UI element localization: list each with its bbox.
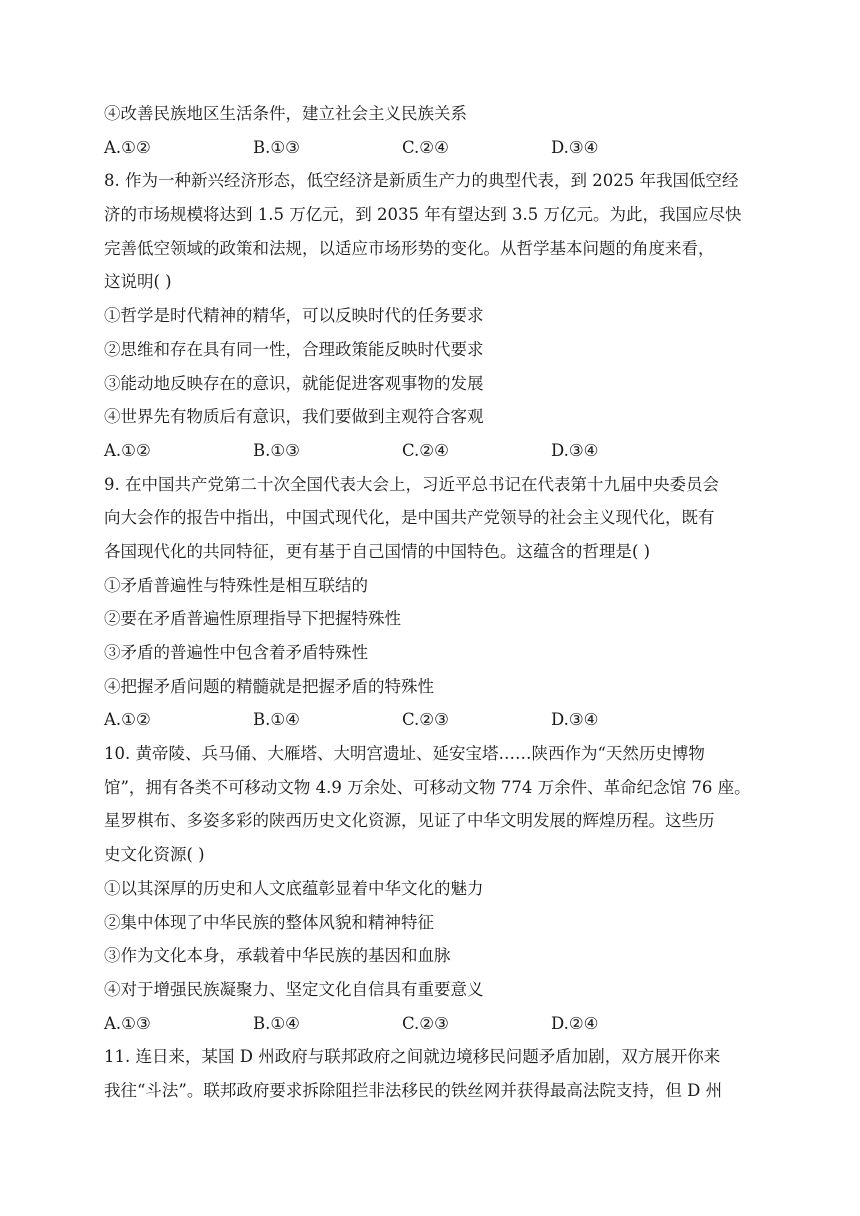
q8-statement-3: ③能动地反映存在的意识，就能促进客观事物的发展 [104,373,484,393]
q10-statement-4: ④对于增强民族凝聚力、坚定文化自信具有重要意义 [104,979,484,999]
q10-stem-line-1: 10. 黄帝陵、兵马俑、大雁塔、大明宫遗址、延安宝塔……陕西作为“天然历史博物 [104,744,705,764]
q9-option-c: C.②③ [402,710,449,730]
q8-statement-4: ④世界先有物质后有意识，我们要做到主观符合客观 [104,407,484,427]
q8-stem-line-3: 完善低空领域的政策和法规，以适应市场形势的变化。从哲学基本问题的角度来看， [104,238,715,258]
q8-stem-line-4: 这说明( ) [104,272,172,292]
q9-statement-4: ④把握矛盾问题的精髓就是把握矛盾的特殊性 [104,676,434,696]
q8-options [104,434,770,468]
q9-options [104,703,770,737]
q10-stem-line-3: 星罗棋布、多姿多彩的陕西历史文化资源，见证了中华文明发展的辉煌历程。这些历 [104,811,715,831]
q8-stem-line-1: 8. 作为一种新兴经济形态，低空经济是新质生产力的典型代表，到 2025 年我国低空经 [104,171,739,191]
q9-option-a: A.①② [104,710,151,730]
q9-stem-line-3: 各国现代化的共同特征，更有基于自己国情的中国特色。这蕴含的哲理是( ) [104,541,651,561]
q10-stem-line-4: 史文化资源( ) [104,845,205,865]
q8-option-c: C.②④ [402,440,449,460]
q10-statement-1: ①以其深厚的历史和人文底蕴彰显着中华文化的魅力 [104,878,484,898]
q7-option-c: C.②④ [402,137,449,157]
q8-option-b: B.①③ [253,440,300,460]
q9-option-d: D.③④ [551,710,599,730]
exam-page [104,97,770,1108]
q7-option-d: D.③④ [551,137,599,157]
q10-option-a: A.①③ [104,1013,151,1033]
q9-statement-1: ①矛盾普遍性与特殊性是相互联结的 [104,575,368,595]
q7-statement-4: ④改善民族地区生活条件，建立社会主义民族关系 [104,104,467,123]
q7-option-a: A.①② [104,137,151,157]
q10-statement-3: ③作为文化本身，承载着中华民族的基因和血脉 [104,946,451,966]
q10-statement-2: ②集中体现了中华民族的整体风貌和精神特征 [104,912,434,932]
q9-stem-line-1: 9. 在中国共产党第二十次全国代表大会上，习近平总书记在代表第十九届中央委员会 [104,474,719,494]
q7-options [104,131,770,165]
q9-option-b: B.①④ [253,710,300,730]
q8-statement-2: ②思维和存在具有同一性，合理政策能反映时代要求 [104,339,484,359]
q7-option-b: B.①③ [253,137,300,157]
q11-stem-line-1: 11. 连日来，某国 D 州政府与联邦政府之间就边境移民问题矛盾加剧，双方展开你来 [104,1047,721,1067]
q10-stem-line-2: 馆”，拥有各类不可移动文物 4.9 万余处、可移动文物 774 万余件、革命纪念馆 76 座。 [104,777,751,797]
q10-option-d: D.②④ [551,1013,599,1033]
q11-stem-line-2: 我往“斗法”。联邦政府要求拆除阻拦非法移民的铁丝网并获得最高法院支持，但 D 州 [104,1080,723,1100]
q10-options [104,1007,770,1041]
q8-statement-1: ①哲学是时代精神的精华，可以反映时代的任务要求 [104,306,484,326]
q9-statement-2: ②要在矛盾普遍性原理指导下把握特殊性 [104,609,401,629]
q8-option-d: D.③④ [551,440,599,460]
q9-stem-line-2: 向大会作的报告中指出，中国式现代化，是中国共产党领导的社会主义现代化，既有 [104,508,715,528]
q10-option-c: C.②③ [402,1013,449,1033]
q10-option-b: B.①④ [253,1013,300,1033]
q8-stem-line-2: 济的市场规模将达到 1.5 万亿元，到 2035 年有望达到 3.5 万亿元。为此，我国应尽快 [104,205,742,225]
q8-option-a: A.①② [104,440,151,460]
q9-statement-3: ③矛盾的普遍性中包含着矛盾特殊性 [104,643,368,662]
